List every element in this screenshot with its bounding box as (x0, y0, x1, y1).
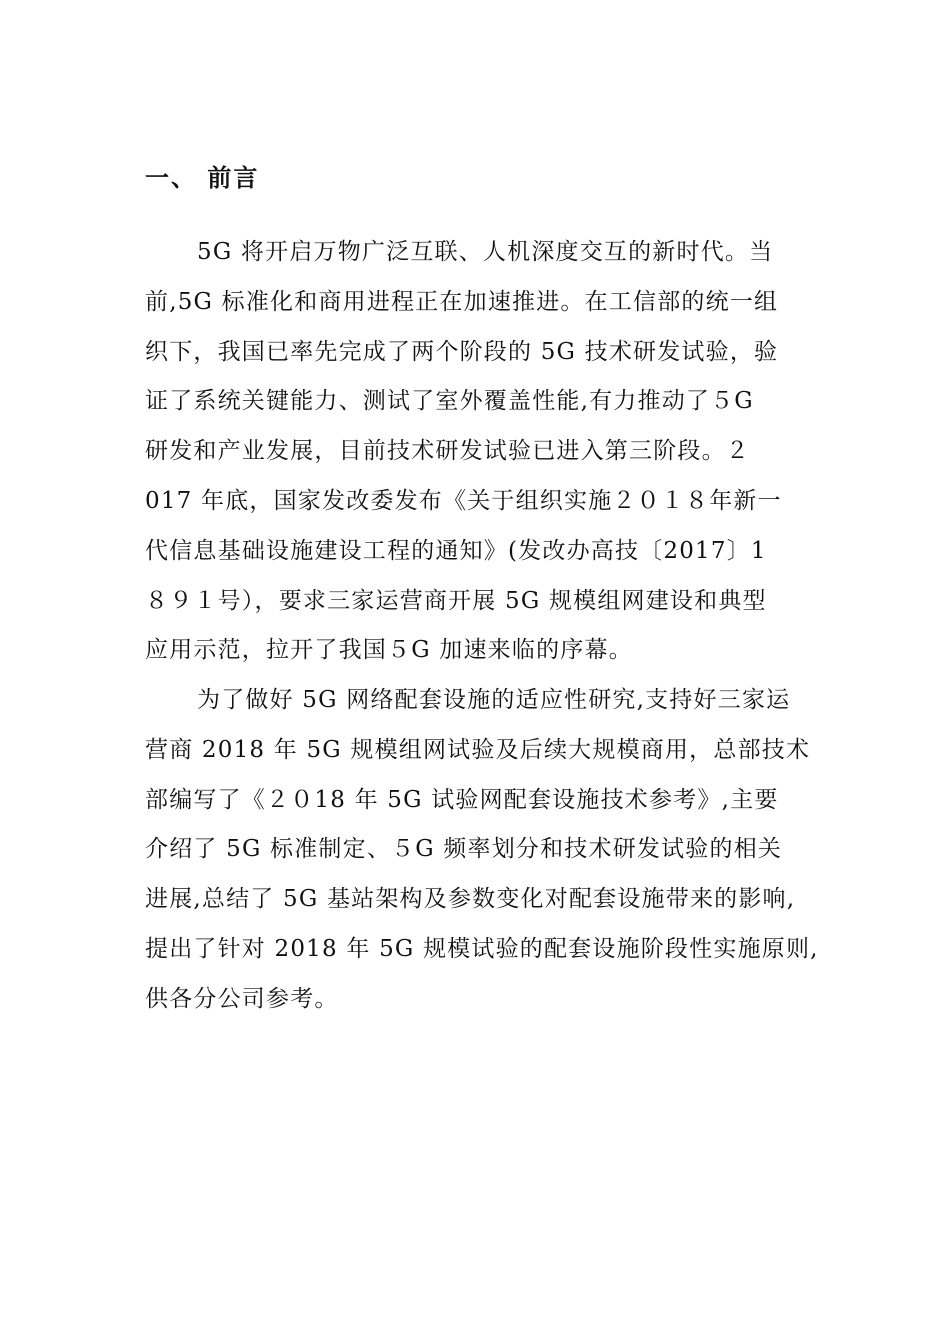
paragraph-line: ８９１号），要求三家运营商开展 5G 规模组网建设和典型 (145, 587, 767, 614)
paragraph-line: 部编写了《２０18 年 5G 试验网配套设施技术参考》,主要 (145, 786, 779, 813)
paragraph-line: 前,5G 标准化和商用进程正在加速推进。在工信部的统一组 (145, 288, 779, 315)
paragraph-line: 代信息基础设施建设工程的通知》(发改办高技〔2017〕1 (145, 537, 767, 564)
paragraph-line: 为了做好 5G 网络配套设施的适应性研究,支持好三家运 (197, 687, 791, 713)
paragraph-line: 进展,总结了 5G 基站架构及参数变化对配套设施带来的影响, (145, 886, 796, 913)
paragraph-1 (145, 228, 815, 676)
paragraph-line: 供各分公司参考。 (145, 985, 339, 1012)
paragraph-line: 提出了针对 2018 年 5G 规模试验的配套设施阶段性实施原则, (145, 935, 819, 962)
section-heading: 一、 前言 (145, 164, 260, 192)
paragraph-2 (145, 676, 819, 1025)
paragraph-line: 介绍了 5G 标准制定、５G 频率划分和技术研发试验的相关 (145, 836, 783, 863)
paragraph-line: 织下，我国已率先完成了两个阶段的 5G 技术研发试验，验 (145, 338, 779, 365)
paragraph-line: 017 年底，国家发改委发布《关于组织实施２０１８年新一 (145, 487, 782, 514)
paragraph-line: 应用示范，拉开了我国５G 加速来临的序幕。 (145, 637, 633, 664)
paragraph-line: 5G 将开启万物广泛互联、人机深度交互的新时代。当 (197, 239, 774, 265)
paragraph-line: 营商 2018 年 5G 规模组网试验及后续大规模商用，总部技术 (145, 736, 811, 763)
paragraph-line: 证了系统关键能力、测试了室外覆盖性能,有力推动了５G (145, 388, 754, 415)
paragraph-line: 研发和产业发展，目前技术研发试验已进入第三阶段。２ (145, 438, 750, 465)
